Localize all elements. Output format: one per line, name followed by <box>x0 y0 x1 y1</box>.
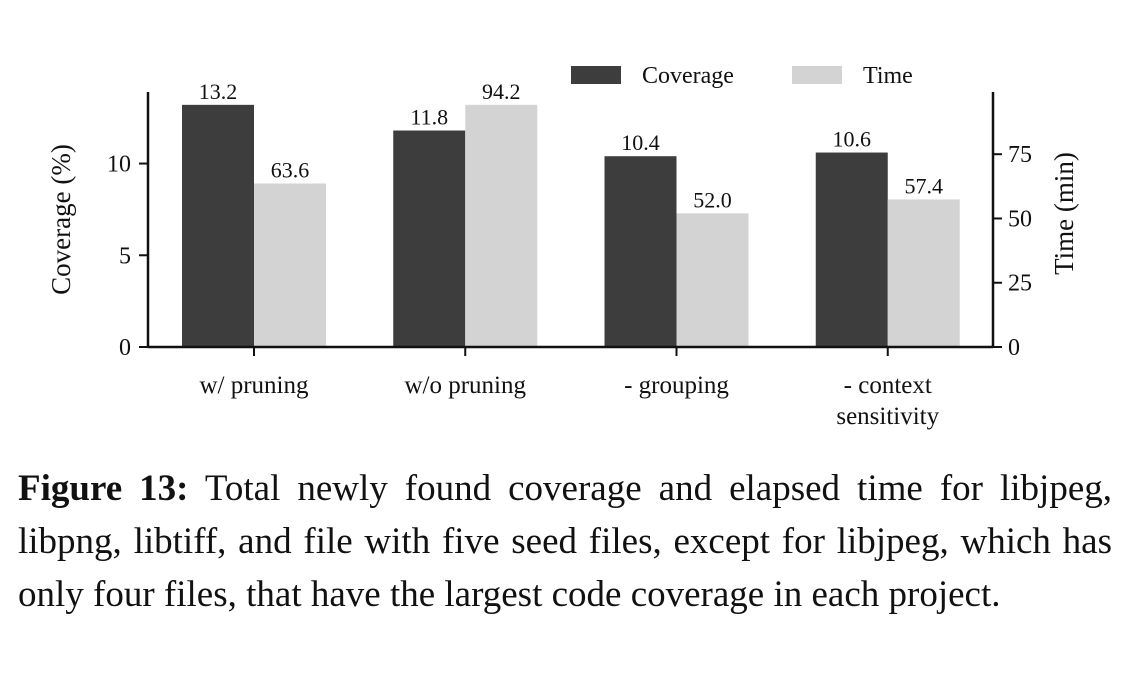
x-tick-label-3 <box>624 372 729 399</box>
x-tick-label-line: - grouping <box>624 372 729 399</box>
right-tick-label-25: 25 <box>1008 270 1032 297</box>
time-legend-label: Time <box>863 63 913 89</box>
time-bar-1 <box>254 184 326 347</box>
time-value-label-4: 57.4 <box>904 173 943 199</box>
coverage-value-label-1: 13.2 <box>198 78 238 104</box>
coverage-value-label-2: 11.8 <box>410 104 449 130</box>
coverage-bar-4 <box>816 153 888 347</box>
figure-caption <box>18 462 1112 621</box>
time-value-label-1: 63.6 <box>270 157 310 183</box>
x-tick-label-4 <box>836 372 939 430</box>
right-tick-label-50: 50 <box>1008 206 1032 233</box>
time-value-label-3: 52.0 <box>693 187 732 213</box>
coverage-value-label-4: 10.6 <box>832 126 871 152</box>
time-bar-2 <box>465 105 537 347</box>
coverage-value-label-3: 10.4 <box>621 130 660 156</box>
time-legend-swatch <box>792 66 842 84</box>
left-tick-label-10: 10 <box>107 151 131 178</box>
left-axis-title: Coverage (%) <box>46 144 76 295</box>
time-bar-4 <box>888 199 960 347</box>
time-bar-3 <box>677 213 749 347</box>
coverage-legend-swatch <box>571 66 621 84</box>
right-tick-label-75: 75 <box>1008 142 1032 169</box>
left-tick-label-5: 5 <box>119 243 131 270</box>
x-tick-label-line: w/ pruning <box>199 372 309 399</box>
coverage-bar-2 <box>393 131 465 347</box>
left-tick-label-0: 0 <box>119 335 131 361</box>
right-tick-label-0: 0 <box>1008 335 1020 361</box>
x-tick-label-line: - context <box>843 372 932 399</box>
x-tick-label-line: w/o pruning <box>404 372 527 399</box>
x-tick-label-1 <box>199 372 309 399</box>
caption-text: Total newly found coverage and elapsed time for libjpeg, libpng, libtiff, and file with five seed files, except for libjpeg, which has only four files, that have the largest code coverage in each project. <box>18 468 1112 615</box>
coverage-bar-1 <box>182 105 254 347</box>
coverage-legend-label: Coverage <box>642 63 734 89</box>
right-axis-title: Time (min) <box>1049 152 1079 275</box>
time-value-label-2: 94.2 <box>482 78 521 104</box>
coverage-bar-3 <box>605 156 677 347</box>
x-tick-label-line: sensitivity <box>836 403 940 430</box>
x-tick-label-2 <box>404 372 526 399</box>
caption-label: Figure 13: <box>18 468 189 509</box>
